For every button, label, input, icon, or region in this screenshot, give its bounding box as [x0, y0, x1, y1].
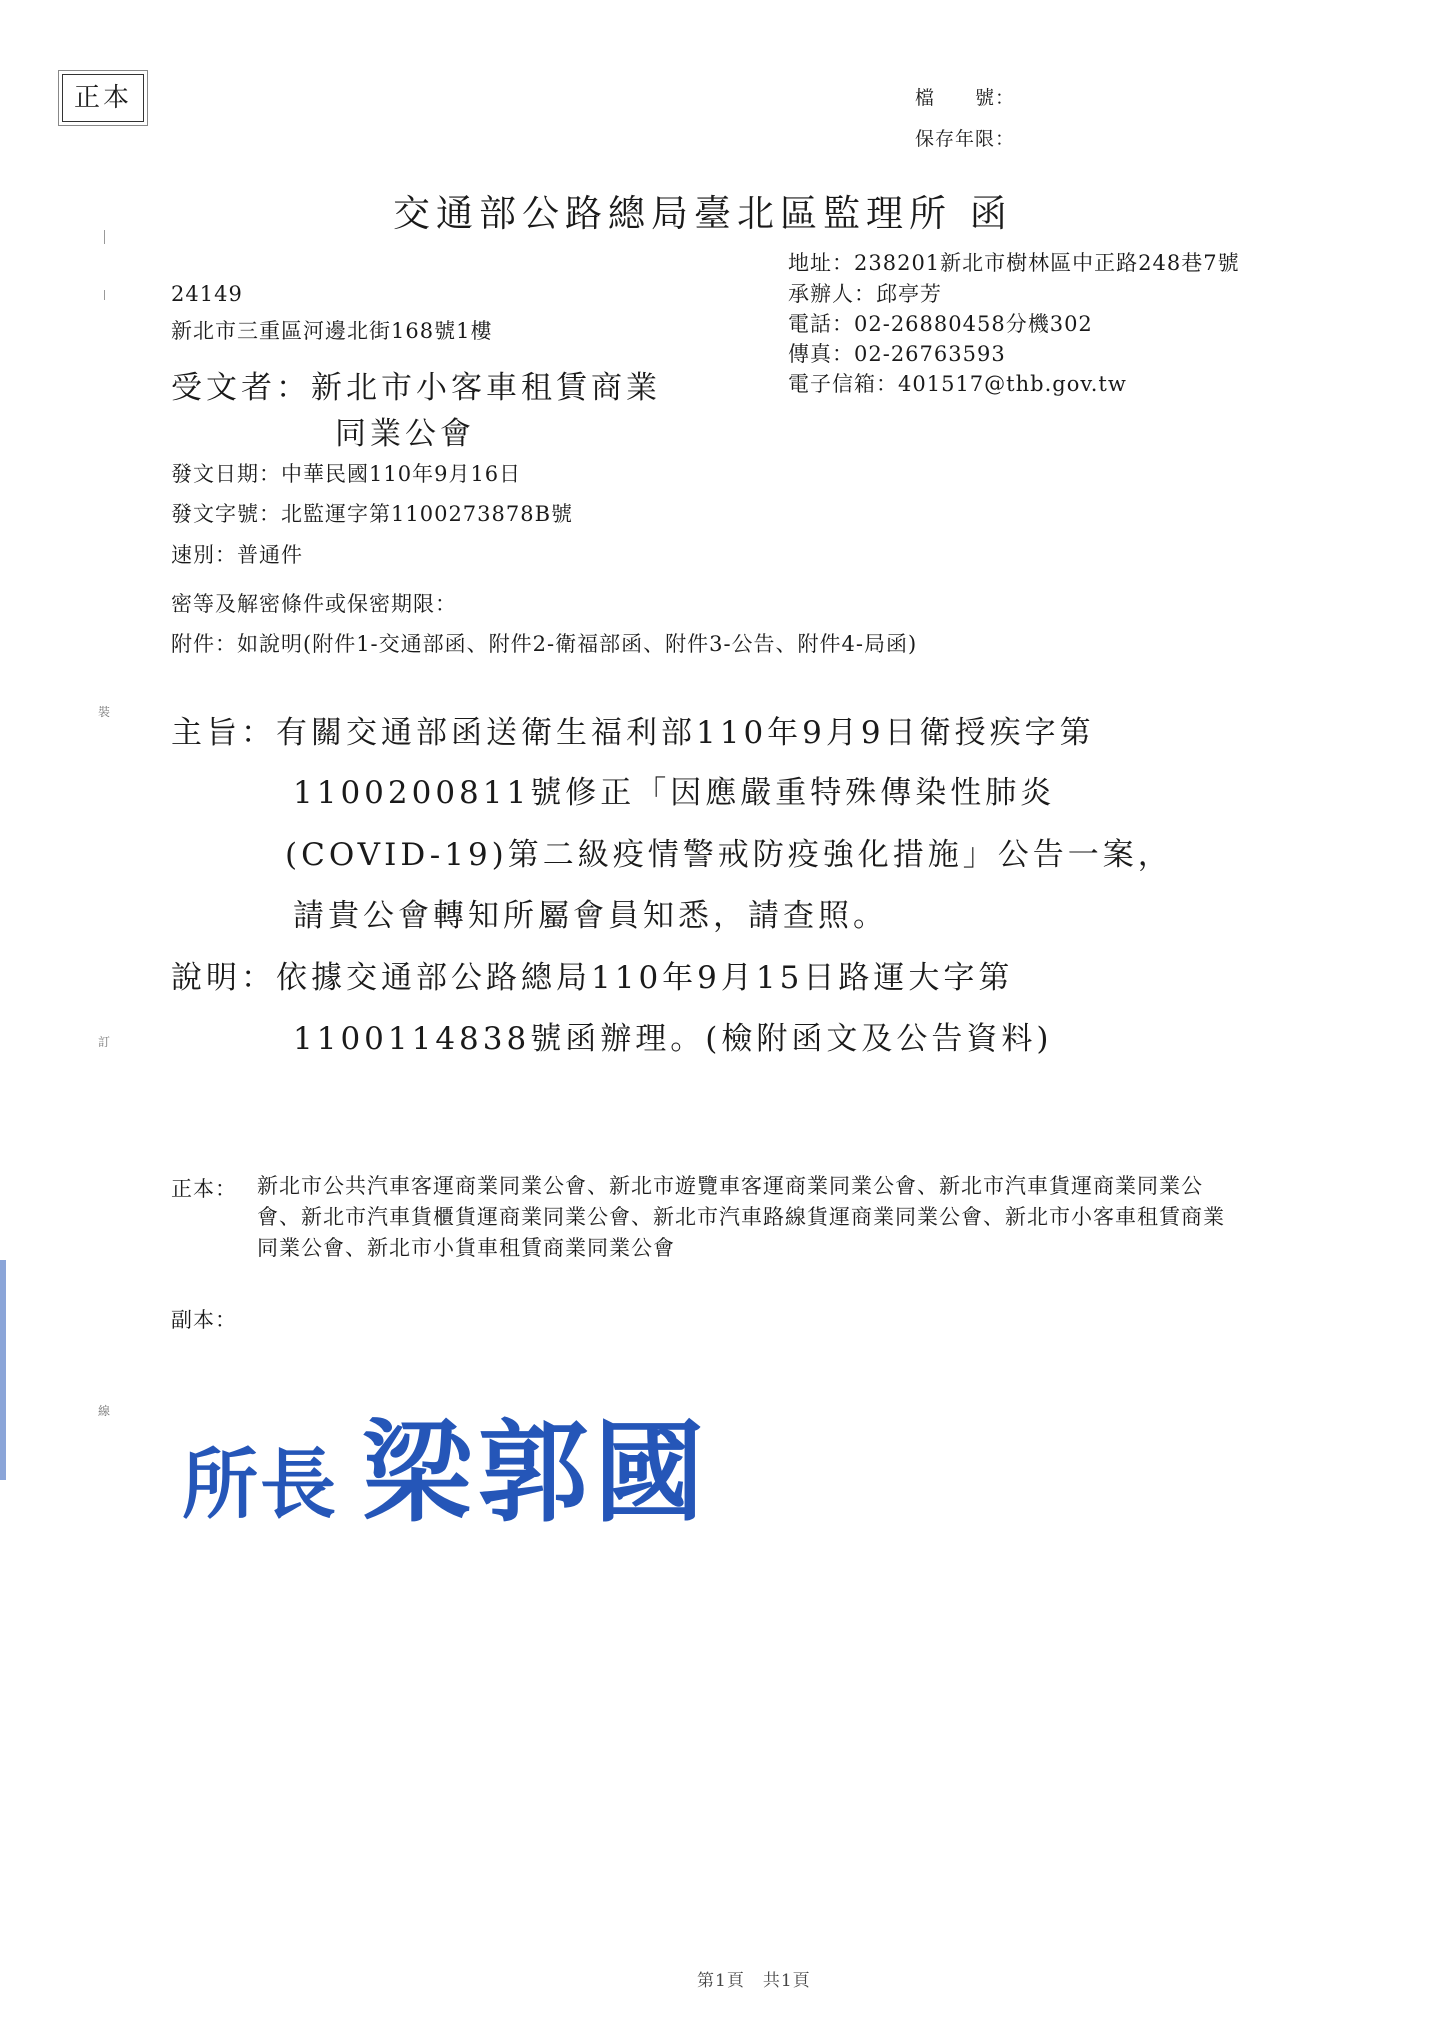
attachments: 附件：如說明(附件1-交通部函、附件2-衛福部函、附件3-公告、附件4-局函) [171, 632, 918, 656]
binding-line-segment [104, 290, 105, 300]
copy-type-stamp: 正本 [62, 74, 144, 122]
binding-mark: 訂 [98, 1035, 111, 1049]
document-number: 發文字號：北監運字第1100273878B號 [171, 502, 574, 526]
sender-email: 電子信箱：401517@thb.gov.tw [788, 372, 1127, 396]
scan-edge-mark [0, 1260, 6, 1480]
sender-fax: 傳真：02-26763593 [788, 342, 1006, 366]
sender-handler: 承辦人：邱亭芳 [788, 282, 942, 306]
signature-name: 梁郭國 [362, 1408, 710, 1537]
retention-period-label: 保存年限： [915, 128, 1016, 150]
subject-line: (COVID-19)第二級疫情警戒防疫強化措施」公告一案， [285, 837, 1173, 873]
signature-title: 所長 [182, 1440, 338, 1529]
explanation-line: 說明：依據交通部公路總局110年9月15日路運大字第 [171, 960, 1014, 996]
subject-line: 請貴公會轉知所屬會員知悉，請查照。 [293, 898, 888, 934]
issue-date: 發文日期：中華民國110年9月16日 [171, 462, 522, 486]
secrecy-level: 密等及解密條件或保密期限： [171, 592, 457, 616]
subject-line: 主旨：有關交通部函送衛生福利部110年9月9日衛授疾字第 [171, 715, 1095, 751]
binding-mark: 線 [98, 1404, 111, 1418]
binding-mark: 裝 [98, 705, 111, 719]
file-number-label: 檔 號： [915, 87, 1016, 109]
subject-line: 1100200811號修正「因應嚴重特殊傳染性肺炎 [293, 775, 1056, 811]
page-number: 第1頁 共1頁 [697, 1971, 811, 1991]
sender-phone: 電話：02-26880458分機302 [788, 312, 1093, 336]
sender-address: 地址：238201新北市樹林區中正路248巷7號 [788, 251, 1240, 275]
recipient-name-continued: 同業公會 [335, 416, 475, 452]
explanation-line: 1100114838號函辦理。(檢附函文及公告資料) [293, 1021, 1053, 1057]
delivery-speed: 速別：普通件 [171, 543, 303, 567]
document-title: 交通部公路總局臺北區監理所 函 [393, 192, 1013, 235]
copy-recipients-label: 副本： [171, 1308, 237, 1332]
original-recipients-list: 新北市公共汽車客運商業同業公會、新北市遊覽車客運商業同業公會、新北市汽車貨運商業同業公會、新北市汽車貨櫃貨運商業同業公會、新北市汽車路線貨運商業同業公會、新北市小客車租賃商業同業公會、新北市小貨車租賃商業同業公會 [257, 1174, 1225, 1260]
original-recipients-label: 正本： [171, 1177, 237, 1201]
recipient-postal-code: 24149 [171, 282, 243, 306]
director-signature [182, 1385, 710, 1543]
recipient-name: 受文者：新北市小客車租賃商業 [171, 370, 661, 406]
binding-line-segment [104, 230, 105, 244]
recipient-address: 新北市三重區河邊北街168號1樓 [171, 319, 493, 343]
